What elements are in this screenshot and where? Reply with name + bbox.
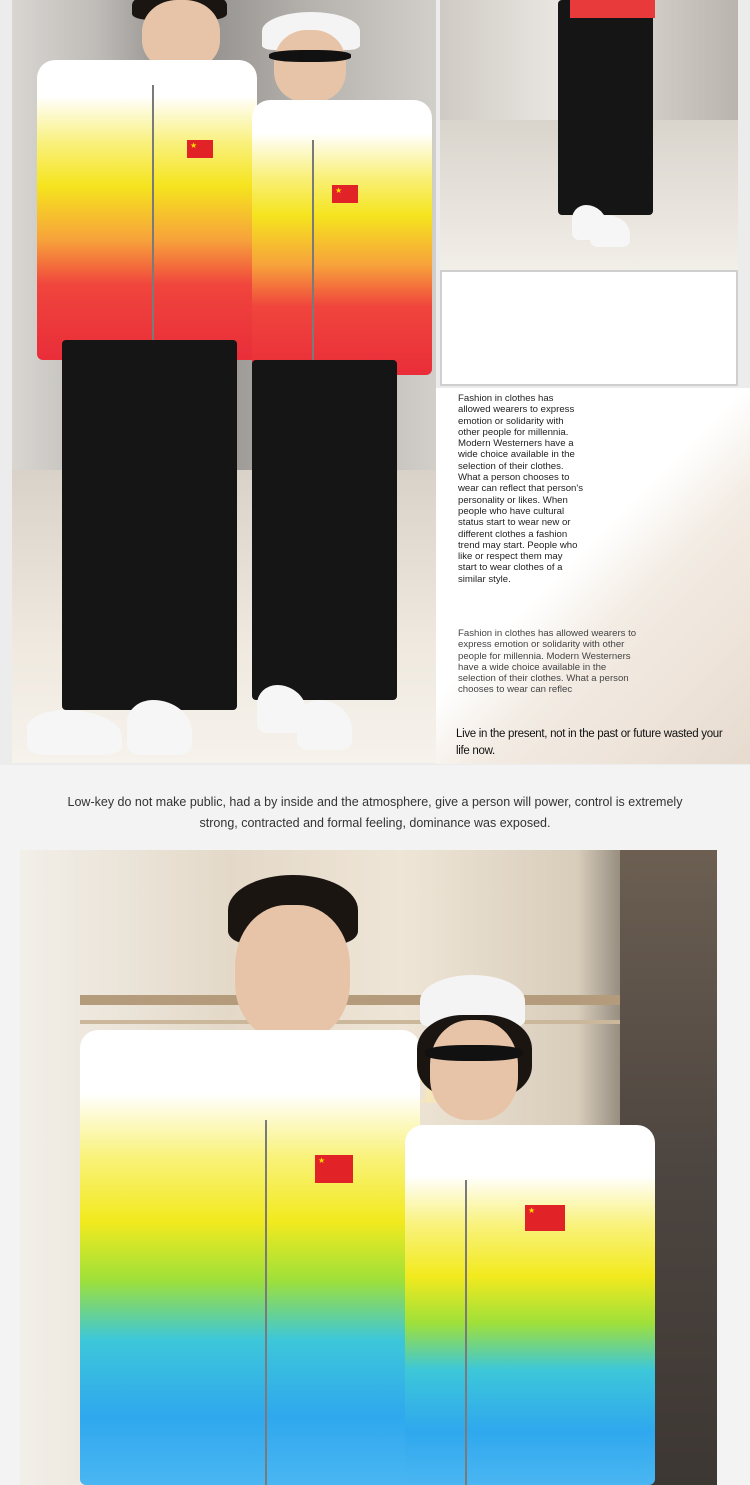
china-flag-patch (332, 185, 358, 203)
man-figure (80, 850, 420, 1485)
couple-photo-blue-tracksuit (20, 850, 717, 1485)
woman-figure (405, 850, 655, 1485)
china-flag-patch (315, 1155, 353, 1183)
text-panel (436, 388, 750, 764)
caption-line-2: strong, contracted and formal feeling, dominance was exposed. (199, 816, 551, 830)
quote-text: Live in the present, not in the past or future wasted your life now. (456, 728, 723, 757)
fashion-paragraph: Fashion in clothes has allowed wearers to express emotion or solidarity with other people for millennia. Modern Westerners have a wide choice available in the selection of their clothes. What a person chooses to wear can reflect that person's personality or likes. When people who have cultural status start to wear new or different clothes a fashion trend may start. People who like or respect them may start to wear clothes of a similar style. (458, 393, 584, 585)
woman-figure (232, 0, 432, 763)
pants-detail-photo (440, 0, 738, 270)
blank-frame (440, 270, 738, 386)
caption (40, 792, 710, 834)
man-figure (27, 0, 257, 763)
caption-line-1: Low-key do not make public, had a by inside and the atmosphere, give a person will power, control is extremely (67, 795, 683, 809)
fashion-paragraph-secondary: Fashion in clothes has allowed wearers to express emotion or solidarity with other people for millennia. Modern Westerners have a wide choice available in the selection of their clothes. What a person chooses to wear can reflec (458, 628, 637, 696)
couple-photo-red-tracksuit (12, 0, 436, 763)
china-flag-patch (187, 140, 213, 158)
china-flag-patch (525, 1205, 565, 1231)
